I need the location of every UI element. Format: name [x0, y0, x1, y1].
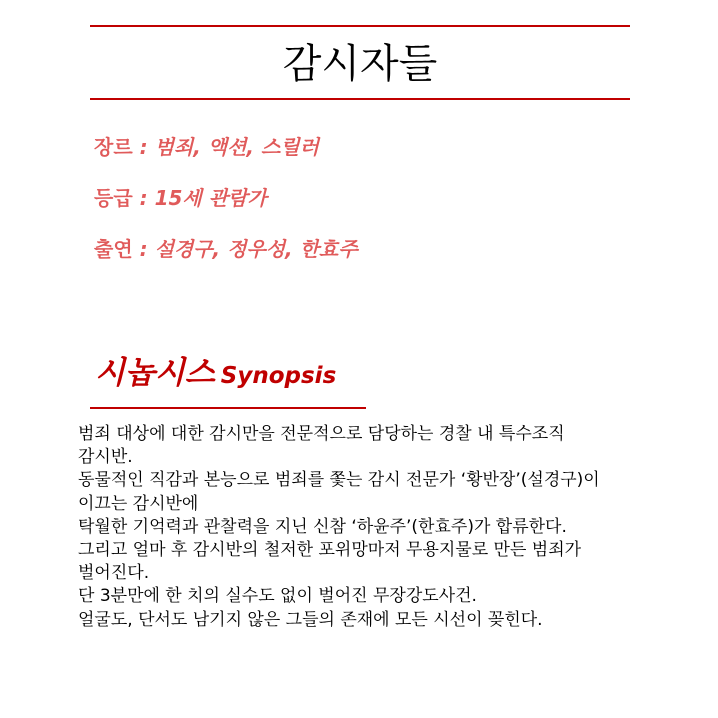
synopsis-line: 그리고 얼마 후 감시반의 철저한 포위망마저 무용지물로 만든 범죄가: [78, 540, 582, 561]
synopsis-line: 단 3분만에 한 치의 실수도 없이 벌어진 무장강도사건.: [78, 586, 477, 607]
genre-label: 장르: [94, 135, 133, 159]
synopsis-heading-ko: 시놉시스: [95, 355, 215, 391]
rating-label: 등급: [94, 186, 133, 210]
info-cast: [94, 236, 358, 262]
synopsis-heading: [95, 353, 336, 398]
rating-value: : 15세 관람가: [132, 186, 267, 210]
synopsis-line: 범죄 대상에 대한 감시만을 전문적으로 담당하는 경찰 내 특수조직: [78, 424, 565, 444]
synopsis-line: 벌어진다.: [78, 563, 150, 584]
synopsis-line: 얼굴도, 단서도 남기지 않은 그들의 존재에 모든 시선이 꽂힌다.: [78, 609, 543, 630]
synopsis-line: 감시반.: [78, 447, 133, 468]
info-genre: [94, 134, 319, 160]
synopsis-line: 동물적인 직감과 본능으로 범죄를 쫓는 감시 전문가 ‘황반장’(설경구)이: [78, 470, 600, 491]
genre-value: : 범죄, 액션, 스릴러: [132, 135, 319, 159]
synopsis-rule: [90, 407, 366, 409]
cast-label: 출연: [94, 237, 133, 261]
info-rating: [94, 185, 267, 211]
cast-value: : 설경구, 정우성, 한효주: [132, 237, 358, 261]
synopsis-body: [78, 423, 698, 632]
synopsis-line: 탁월한 기억력과 관찰력을 지닌 신참 ‘하윤주’(한효주)가 합류한다.: [78, 516, 567, 537]
title-top-rule: [90, 25, 630, 27]
page-title: 감시자들: [282, 41, 438, 87]
title-bottom-rule: [90, 98, 630, 100]
synopsis-heading-en: Synopsis: [220, 363, 337, 389]
synopsis-line: 이끄는 감시반에: [78, 493, 199, 514]
